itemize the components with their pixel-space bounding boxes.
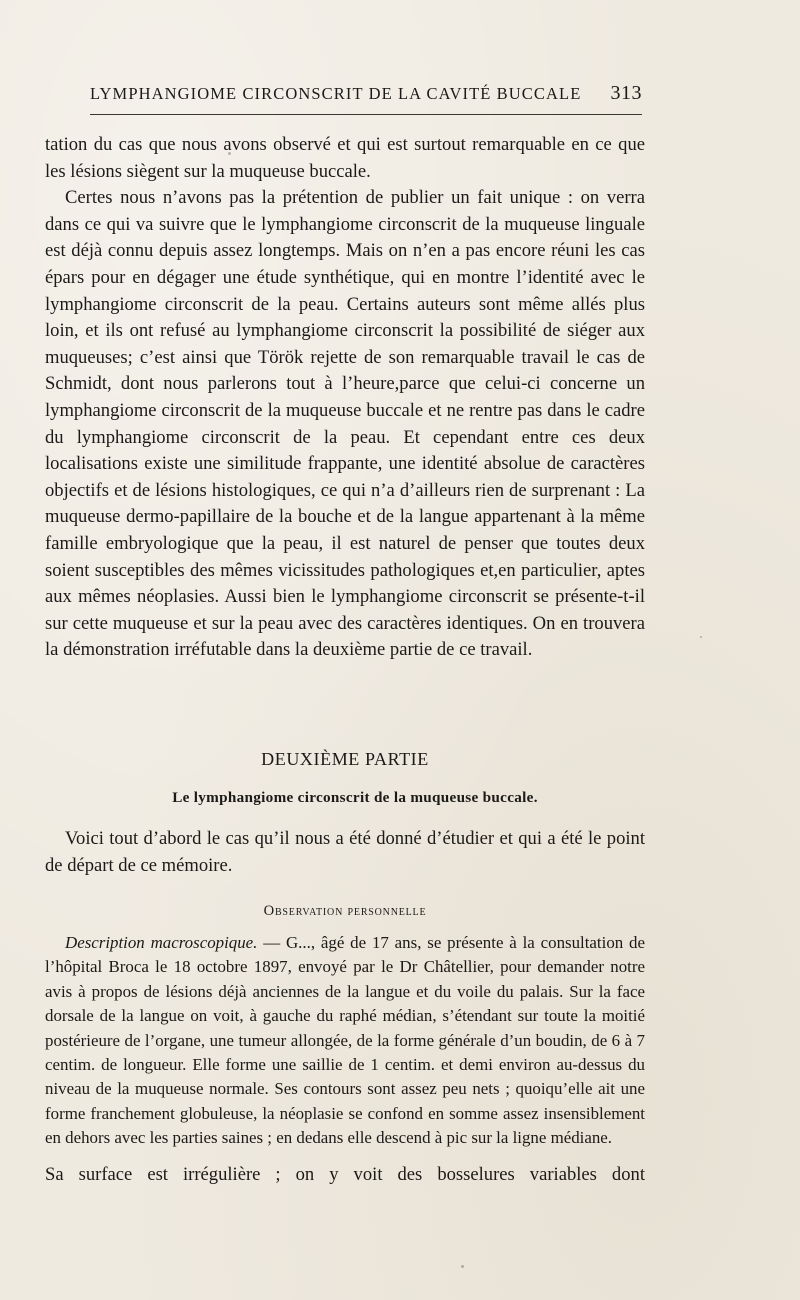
- page-number: 313: [610, 82, 642, 104]
- paper-speck: [228, 152, 231, 155]
- running-title: LYMPHANGIOME CIRCONSCRIT DE LA CAVITÉ BUCCALE: [90, 84, 582, 103]
- observation-text: [45, 931, 645, 1151]
- observation-paragraph: [45, 931, 645, 1151]
- paper-speck: [700, 636, 702, 638]
- section-intro: [45, 826, 645, 879]
- header-rule: [90, 114, 642, 115]
- observation-body: — G..., âgé de 17 ans, se présente à la consultation de l’hôpital Broca le 18 octobre 1897, envoyé par le Dr Châtellier, pour demander notre avis à propos de lésions déjà anciennes de la langue et du voile du palais. Sur la face dorsale de la langue on voit, à gauche du raphé médian, s’étendant sur toute la moitié postérieure de l’organe, une tumeur allongée, de la forme générale d’un boudin, de 6 à 7 centim. de longueur. Elle forme une saillie de 1 centim. et demi environ au-dessus du niveau de la muqueuse normale. Ses contours sont assez peu nets ; quoiqu’elle ait une forme franchement globuleuse, la néoplasie se confond en somme assez insensiblement en dehors avec les parties saines ; en dedans elle descend à pic sur la ligne médiane.: [45, 933, 645, 1148]
- paper-speck: [461, 1265, 464, 1268]
- section-subheading: Le lymphangiome circonscrit de la muqueuse buccale.: [172, 789, 538, 806]
- observation-lead: Description macroscopique.: [65, 933, 258, 952]
- continuation-paragraph: tation du cas que nous avons observé et qui est surtout remarquable en ce que les lésions siègent sur la muqueuse buccale.: [45, 134, 645, 182]
- running-head: [90, 82, 642, 108]
- main-text: [45, 132, 645, 664]
- continued-line: Sa surface est irrégulière ; on y voit des bosselures variables dont: [45, 1164, 645, 1185]
- body-paragraph: Certes nous n’avons pas la prétention de publier un fait unique : on verra dans ce qui va suivre que le lymphangiome circonscrit de la muqueuse linguale est déjà connu depuis assez longtemps. Mais on n’en a pas encore réuni les cas épars pour en dégager une étude synthétique, qui en montre l’identité avec le lymphangiome circonscrit de la peau. Certains auteurs sont même allés plus loin, et ils ont refusé au lymphangiome circonscrit la possibilité de siéger aux muqueuses; c’est ainsi que Török rejette de son remarquable travail le cas de Schmidt, dont nous parlerons tout à l’heure,parce que celui-ci concerne un lymphangiome circonscrit de la muqueuse buccale et ne rentre pas dans le cadre du lymphangiome circonscrit de la peau. Et cependant entre ces deux localisations existe une similitude frappante, une identité absolue de caractères objectifs et de lésions histologiques, ce qui n’a d’ailleurs rien de surprenant : La muqueuse dermo-papillaire de la bouche et de la langue appartenant à la même famille embryologique que la peau, il est naturel de penser que toutes deux soient susceptibles des mêmes vicissitudes pathologiques et,en particulier, aptes aux mêmes néoplasies. Aussi bien le lymphangiome circonscrit se présente-t-il sur cette muqueuse et sur la peau avec des caractères identiques. On en trouvera la démonstration irréfutable dans la deuxième partie de ce travail.: [45, 187, 645, 661]
- section-heading: DEUXIÈME PARTIE: [261, 749, 429, 769]
- observation-heading: Observation personnelle: [263, 903, 427, 919]
- intro-paragraph: Voici tout d’abord le cas qu’il nous a été donné d’étudier et qui a été le point de départ de ce mémoire.: [45, 828, 645, 876]
